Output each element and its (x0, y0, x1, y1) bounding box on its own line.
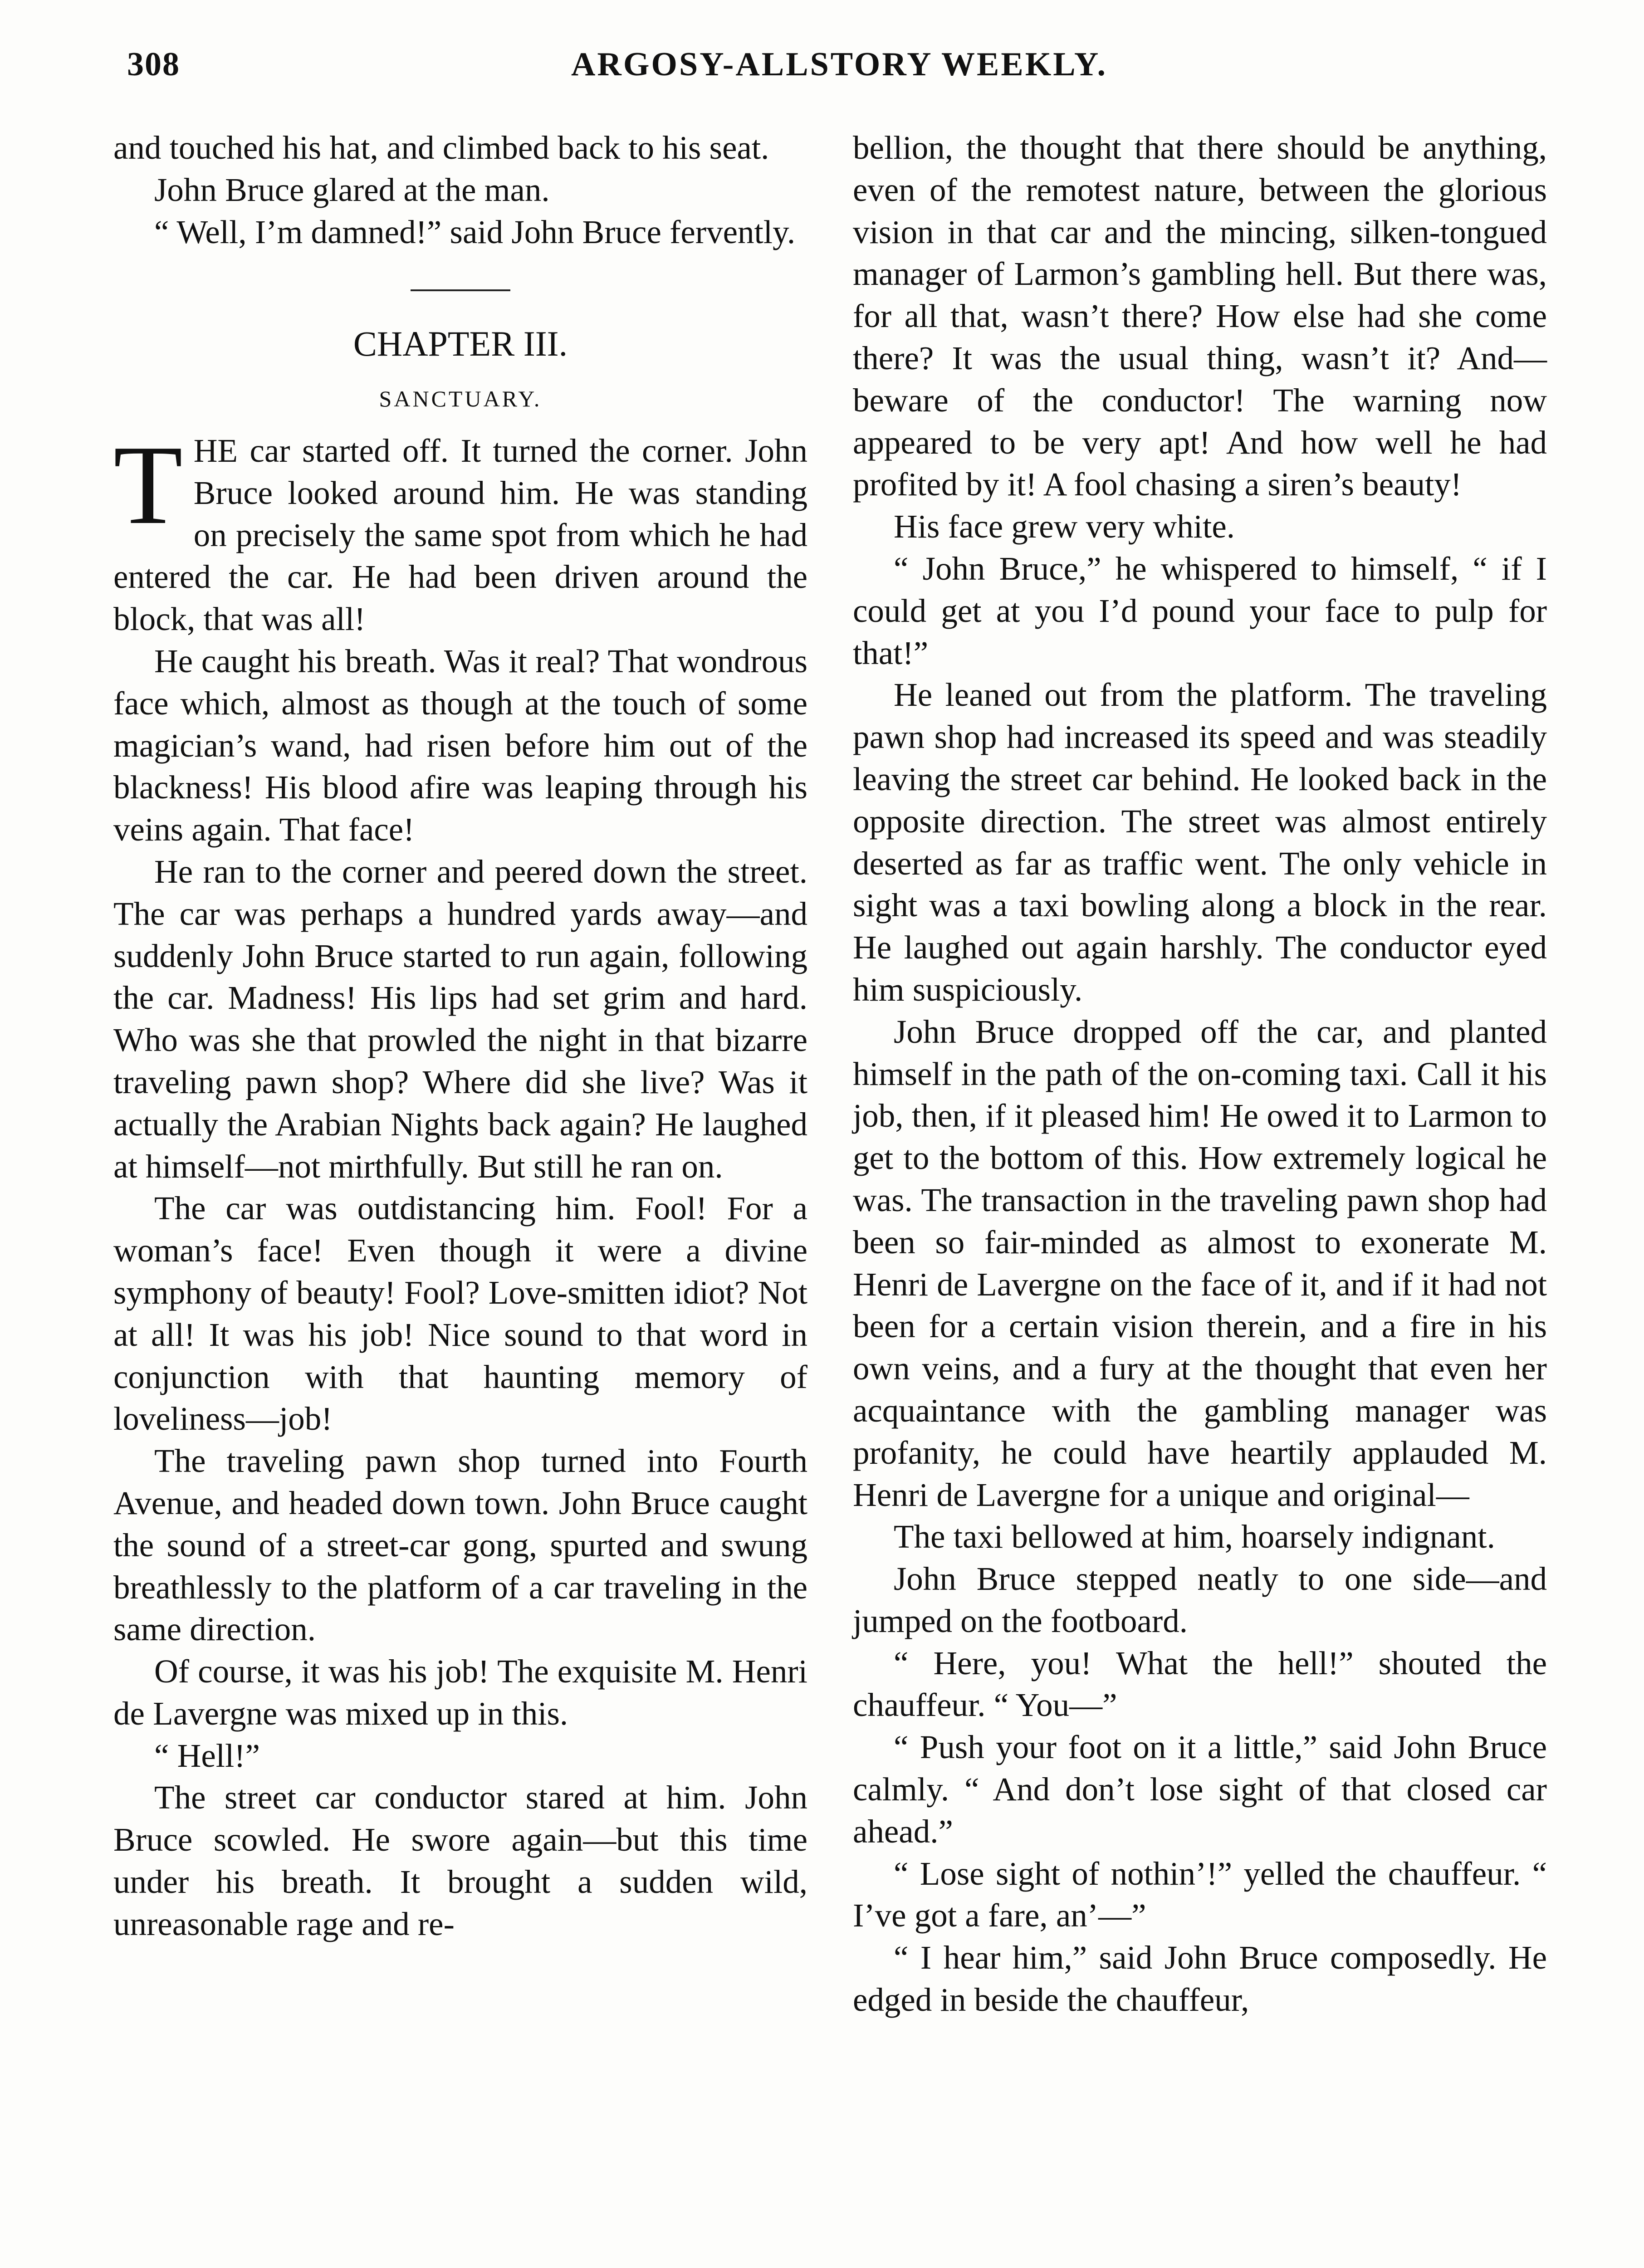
paragraph: His face grew very white. (894, 508, 1235, 545)
paragraph: “ John Bruce,” he whispered to himself, “ if I could get at you I’d pound your face to pulp for that!” (853, 550, 1547, 671)
paragraph: John Bruce dropped off the car, and planted himself in the path of the on-coming taxi. Call it his job, then, if it pleased him! He owed it to Larmon to get to the bottom of this. How extremely logical he was. The transaction in the traveling pawn shop had been so fair-minded as almost to exonerate M. Henri de Lavergne on the face of it, and if it had not been for a certain vision therein, and a fire in his own veins, and a fury at the thought that even her acquaintance with the gambling manager was profanity, he could have heartily applauded M. Henri de Lavergne for a unique and original— (853, 1013, 1547, 1513)
running-head: ARGOSY-ALLSTORY WEEKLY. (571, 46, 1108, 83)
paragraph: The car was outdistancing him. Fool! For a woman’s face! Even though it were a divine symphony of beauty! Fool? Love-smitten idiot? Not at all! It was his job! Nice sound to that word in conjunction with that haunting memory of loveliness—job! (113, 1190, 807, 1437)
opening-text: HE car started off. It turned the corner. John Bruce looked around him. He was standing on precisely the same spot from which he had entered the car. He had been driven around the block, that was all! (113, 432, 807, 638)
paragraph: “ Lose sight of nothin’!” yelled the chauffeur. “ I’ve got a fare, an’—” (853, 1855, 1547, 1934)
paragraph: “ Well, I’m damned!” said John Bruce fervently. (154, 213, 796, 250)
page-number: 308 (127, 46, 180, 83)
paragraph: The taxi bellowed at him, hoarsely indignant. (894, 1518, 1495, 1555)
paragraph: and touched his hat, and climbed back to his seat. (113, 129, 769, 166)
left-column (113, 127, 807, 1945)
right-column (853, 127, 1547, 2021)
paragraph: bellion, the thought that there should be anything, even of the remotest nature, between the glorious vision in that car and the mincing, silken-tongued manager of Larmon’s gambling hell. But there was, for all that, wasn’t there? How else had she come there? It was the usual thing, wasn’t it? And—beware of the conductor! The warning now appeared to be very apt! And how well he had profited by it! A fool chasing a siren’s beauty! (853, 129, 1547, 503)
paragraph: John Bruce stepped neatly to one side—and jumped on the footboard. (853, 1560, 1547, 1639)
chapter-title: CHAPTER III. (353, 324, 568, 364)
chapter-subtitle: SANCTUARY. (379, 386, 542, 412)
paragraph: The traveling pawn shop turned into Fourth Avenue, and headed down town. John Bruce caught the sound of a street-car gong, spurted and swung breathlessly to the platform of a car traveling in the same direction. (113, 1442, 807, 1648)
paragraph: “ Hell!” (154, 1737, 260, 1774)
paragraph: The street car conductor stared at him. John Bruce scowled. He swore again—but this time under his breath. It brought a sudden wild, unreasonable rage and re- (113, 1779, 807, 1942)
opening-paragraph (113, 422, 807, 640)
paragraph: John Bruce glared at the man. (154, 171, 550, 208)
paragraph: He leaned out from the platform. The traveling pawn shop had increased its speed and was steadily leaving the street car behind. He looked back in the opposite direction. The street was almost entirely deserted as far as traffic went. The only vehicle in sight was a taxi bowling along a block in the rear. He laughed out again harshly. The conductor eyed him suspiciously. (853, 676, 1547, 1008)
paragraph: He caught his breath. Was it real? That wondrous face which, almost as though at the touch of some magician’s wand, had risen before him out of the blackness! His blood afire was leaping through his veins again. That face! (113, 642, 807, 848)
paragraph: “ Here, you! What the hell!” shouted the chauffeur. “ You—” (853, 1644, 1547, 1724)
paragraph: “ I hear him,” said John Bruce composedly. He edged in beside the chauffeur, (853, 1939, 1547, 2019)
paragraph: Of course, it was his job! The exquisite M. Henri de Lavergne was mixed up in this. (113, 1653, 807, 1732)
paragraph: He ran to the corner and peered down the street. The car was perhaps a hundred yards away—and suddenly John Bruce started to run again, following the car. Madness! His lips had set grim and hard. Who was she that prowled the night in that bizarre traveling pawn shop? Where did she live? Was it actually the Arabian Nights back again? He laughed at himself—not mirthfully. But still he ran on. (113, 853, 807, 1185)
paragraph: “ Push your foot on it a little,” said John Bruce calmly. “ And don’t lose sight of that closed car ahead.” (853, 1729, 1547, 1850)
section-divider (411, 289, 510, 291)
page-header (127, 45, 1551, 95)
drop-cap: T (113, 422, 183, 548)
